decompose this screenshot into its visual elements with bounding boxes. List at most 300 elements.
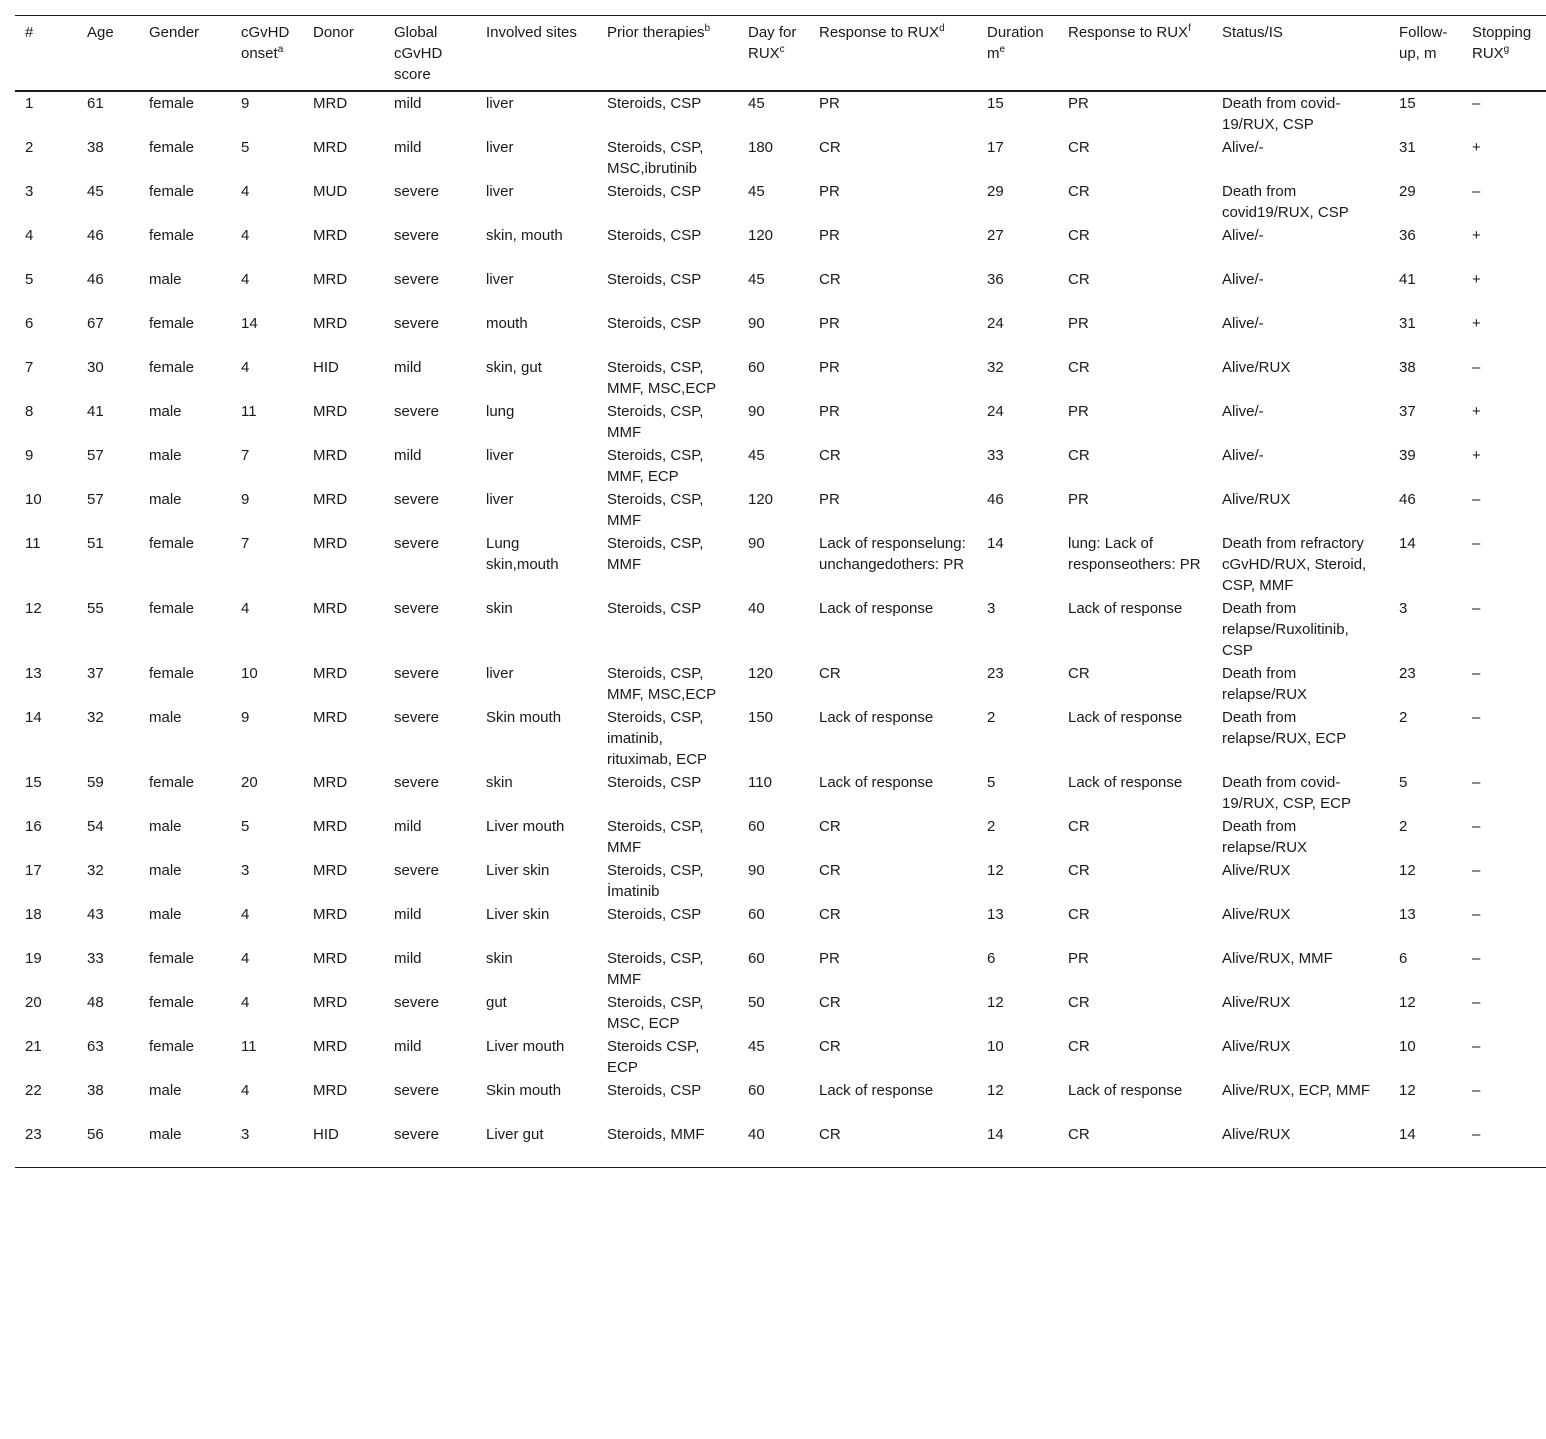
table-cell: 33 <box>87 950 104 967</box>
table-cell: – <box>1472 950 1481 967</box>
table-cell: liver <box>486 271 514 288</box>
table-cell: Alive/- <box>1222 271 1264 288</box>
table-cell: 6 <box>987 950 996 967</box>
table-cell: 46 <box>987 491 1004 508</box>
table-cell: 16 <box>25 818 42 835</box>
table-cell: 37 <box>87 665 104 682</box>
table-cell: male <box>149 271 182 288</box>
table-cell: PR <box>1068 403 1089 420</box>
table-cell: female <box>149 950 195 967</box>
table-cell: MRD <box>313 315 348 332</box>
column-header <box>231 16 303 92</box>
table-row <box>15 180 1546 224</box>
table-cell: 63 <box>87 1038 104 1055</box>
table-cell: PR <box>819 183 840 200</box>
table-cell: HID <box>313 359 339 376</box>
table-cell: 4 <box>25 227 34 244</box>
table-cell: – <box>1472 491 1481 508</box>
table-cell: CR <box>1068 359 1090 376</box>
table-cell: – <box>1472 862 1481 879</box>
table-cell: CR <box>819 862 841 879</box>
table-cell: 37 <box>1399 403 1416 420</box>
table-cell: 5 <box>987 774 996 791</box>
table-cell: Lack of response <box>819 600 934 617</box>
table-cell: 15 <box>1399 95 1416 112</box>
table-cell: female <box>149 359 195 376</box>
table-cell: MRD <box>313 665 348 682</box>
table-cell: 2 <box>987 818 996 835</box>
table-cell: 17 <box>25 862 42 879</box>
table-cell: Death from covid19/RUX, CSP <box>1222 183 1349 221</box>
table-cell: – <box>1472 1038 1481 1055</box>
table-cell: severe <box>394 227 440 244</box>
column-header <box>15 16 77 92</box>
column-header-label: Prior therapies <box>607 24 705 41</box>
table-cell: CR <box>819 447 841 464</box>
table-cell: 7 <box>241 447 250 464</box>
table-cell: mouth <box>486 315 528 332</box>
table-cell: PR <box>1068 95 1089 112</box>
column-header-label: cGvHD onset <box>241 24 290 62</box>
table-cell: CR <box>819 906 841 923</box>
table-cell: Steroids, CSP <box>607 95 702 112</box>
table-cell: female <box>149 535 195 552</box>
table-cell: Liver skin <box>486 862 550 879</box>
table-cell: MRD <box>313 862 348 879</box>
table-cell: 55 <box>87 600 104 617</box>
table-cell: Steroids, CSP, MMF, MSC,ECP <box>607 359 717 397</box>
table-cell: 43 <box>87 906 104 923</box>
table-cell: 23 <box>25 1126 42 1143</box>
table-row <box>15 947 1546 991</box>
table-row <box>15 815 1546 859</box>
column-header-label: Follow-up, m <box>1399 24 1448 62</box>
table-cell: 40 <box>748 1126 765 1143</box>
table-cell: Liver gut <box>486 1126 544 1143</box>
table-cell: PR <box>1068 950 1089 967</box>
table-cell: Alive/- <box>1222 315 1264 332</box>
table-cell: Alive/RUX, MMF <box>1222 950 1333 967</box>
table-cell: – <box>1472 1126 1481 1143</box>
table-cell: lung <box>486 403 515 420</box>
column-header <box>1462 16 1546 92</box>
table-cell: severe <box>394 665 440 682</box>
column-header <box>1212 16 1389 92</box>
table-cell: 1 <box>25 95 34 112</box>
table-cell: female <box>149 665 195 682</box>
table-cell: 48 <box>87 994 104 1011</box>
table-cell: Lack of response <box>819 1082 934 1099</box>
table-cell: Steroids, MMF <box>607 1126 705 1143</box>
footnote-marker: f <box>1188 23 1191 34</box>
table-cell: Steroids, CSP, MMF, ECP <box>607 447 704 485</box>
table-cell: – <box>1472 600 1481 617</box>
table-cell: + <box>1472 227 1481 244</box>
table-cell: female <box>149 1038 195 1055</box>
table-cell: gut <box>486 994 507 1011</box>
table-cell: liver <box>486 665 514 682</box>
table-cell: – <box>1472 818 1481 835</box>
table-cell: severe <box>394 1126 440 1143</box>
table-cell: 120 <box>748 227 774 244</box>
table-cell: skin, gut <box>486 359 542 376</box>
table-cell: 9 <box>241 709 250 726</box>
table-cell: Steroids, CSP <box>607 227 702 244</box>
table-cell: severe <box>394 600 440 617</box>
column-header <box>738 16 809 92</box>
table-cell: female <box>149 315 195 332</box>
table-cell: 60 <box>748 1082 765 1099</box>
table-cell: severe <box>394 535 440 552</box>
table-cell: severe <box>394 271 440 288</box>
table-cell: 40 <box>748 600 765 617</box>
table-cell: Steroids, CSP <box>607 183 702 200</box>
table-cell: female <box>149 183 195 200</box>
table-cell: CR <box>819 1126 841 1143</box>
column-header-label: Age <box>87 24 114 41</box>
table-cell: 12 <box>987 994 1004 1011</box>
table-cell: 59 <box>87 774 104 791</box>
table-cell: male <box>149 1126 182 1143</box>
table-cell: male <box>149 709 182 726</box>
table-cell: 10 <box>1399 1038 1416 1055</box>
table-cell: liver <box>486 491 514 508</box>
table-cell: 17 <box>987 139 1004 156</box>
table-cell: 12 <box>1399 862 1416 879</box>
table-cell: 54 <box>87 818 104 835</box>
table-cell: 9 <box>25 447 34 464</box>
table-cell: + <box>1472 315 1481 332</box>
table-cell: 36 <box>1399 227 1416 244</box>
table-cell: MRD <box>313 994 348 1011</box>
table-cell: female <box>149 139 195 156</box>
table-cell: 10 <box>25 491 42 508</box>
table-cell: Alive/- <box>1222 139 1264 156</box>
table-cell: 13 <box>25 665 42 682</box>
table-cell: 60 <box>748 359 765 376</box>
table-cell: Steroids, CSP, MMF <box>607 491 704 529</box>
column-header <box>384 16 476 92</box>
table-cell: 6 <box>25 315 34 332</box>
table-cell: mild <box>394 950 422 967</box>
table-cell: Death from relapse/RUX <box>1222 818 1308 856</box>
table-cell: male <box>149 862 182 879</box>
table-cell: 9 <box>241 95 250 112</box>
table-cell: mild <box>394 95 422 112</box>
table-cell: female <box>149 774 195 791</box>
column-header <box>1058 16 1212 92</box>
table-cell: 61 <box>87 95 104 112</box>
footnote-marker: e <box>999 44 1006 55</box>
table-cell: liver <box>486 447 514 464</box>
table-cell: severe <box>394 1082 440 1099</box>
table-cell: CR <box>819 818 841 835</box>
table-cell: CR <box>1068 183 1090 200</box>
table-row <box>15 91 1546 136</box>
table-cell: Death from covid-19/RUX, CSP <box>1222 95 1341 133</box>
table-cell: 150 <box>748 709 774 726</box>
table-cell: 3 <box>987 600 996 617</box>
table-row <box>15 356 1546 400</box>
table-cell: 14 <box>987 535 1004 552</box>
table-row <box>15 991 1546 1035</box>
table-cell: severe <box>394 994 440 1011</box>
table-cell: 90 <box>748 535 765 552</box>
table-cell: 45 <box>87 183 104 200</box>
table-cell: + <box>1472 447 1481 464</box>
table-cell: PR <box>819 403 840 420</box>
table-cell: 14 <box>25 709 42 726</box>
table-cell: 51 <box>87 535 104 552</box>
table-cell: female <box>149 227 195 244</box>
table-cell: MRD <box>313 600 348 617</box>
table-cell: 14 <box>987 1126 1004 1143</box>
table-cell: 5 <box>1399 774 1408 791</box>
table-cell: 24 <box>987 403 1004 420</box>
table-cell: 15 <box>25 774 42 791</box>
table-cell: 45 <box>748 95 765 112</box>
table-cell: 5 <box>241 818 250 835</box>
table-cell: 180 <box>748 139 774 156</box>
table-cell: – <box>1472 535 1481 552</box>
table-cell: 24 <box>987 315 1004 332</box>
table-row <box>15 312 1546 356</box>
column-header <box>303 16 384 92</box>
table-cell: 60 <box>748 818 765 835</box>
table-cell: 22 <box>25 1082 42 1099</box>
table-cell: – <box>1472 1082 1481 1099</box>
table-cell: CR <box>1068 665 1090 682</box>
table-cell: 38 <box>1399 359 1416 376</box>
table-cell: – <box>1472 774 1481 791</box>
table-cell: Lack of response <box>1068 600 1183 617</box>
table-row <box>15 224 1546 268</box>
table-cell: Alive/RUX <box>1222 994 1291 1011</box>
table-cell: Steroids, CSP, MMF, MSC,ECP <box>607 665 717 703</box>
table-cell: mild <box>394 1038 422 1055</box>
table-cell: CR <box>1068 227 1090 244</box>
table-cell: 4 <box>241 271 250 288</box>
table-cell: 12 <box>987 1082 1004 1099</box>
table-cell: 36 <box>987 271 1004 288</box>
table-cell: Death from covid-19/RUX, CSP, ECP <box>1222 774 1351 812</box>
table-cell: Death from relapse/RUX <box>1222 665 1308 703</box>
column-header-label: Donor <box>313 24 354 41</box>
table-cell: CR <box>1068 862 1090 879</box>
table-cell: skin <box>486 950 513 967</box>
table-row <box>15 136 1546 180</box>
table-cell: 14 <box>1399 535 1416 552</box>
table-cell: Alive/- <box>1222 227 1264 244</box>
table-cell: lung: Lack of responseothers: PR <box>1068 535 1201 573</box>
table-cell: 38 <box>87 1082 104 1099</box>
table-cell: 90 <box>748 862 765 879</box>
table-cell: 41 <box>87 403 104 420</box>
table-cell: HID <box>313 1126 339 1143</box>
table-cell: female <box>149 95 195 112</box>
table-cell: 6 <box>1399 950 1408 967</box>
table-cell: 29 <box>1399 183 1416 200</box>
table-cell: severe <box>394 774 440 791</box>
table-cell: 7 <box>25 359 34 376</box>
table-cell: MRD <box>313 139 348 156</box>
table-cell: mild <box>394 447 422 464</box>
table-cell: 33 <box>987 447 1004 464</box>
table-cell: 90 <box>748 403 765 420</box>
table-cell: 45 <box>748 447 765 464</box>
table-cell: severe <box>394 403 440 420</box>
table-cell: Death from relapse/RUX, ECP <box>1222 709 1347 747</box>
table-cell: 67 <box>87 315 104 332</box>
table-cell: 56 <box>87 1126 104 1143</box>
column-header-label: Status/IS <box>1222 24 1283 41</box>
table-cell: skin <box>486 774 513 791</box>
table-cell: – <box>1472 359 1481 376</box>
table-cell: 5 <box>241 139 250 156</box>
column-header <box>977 16 1058 92</box>
table-cell: 60 <box>748 950 765 967</box>
table-cell: 50 <box>748 994 765 1011</box>
table-cell: Steroids, CSP <box>607 315 702 332</box>
table-cell: 60 <box>748 906 765 923</box>
table-row <box>15 771 1546 815</box>
table-row <box>15 706 1546 771</box>
table-cell: Steroids, CSP, MMF <box>607 950 704 988</box>
table-cell: MRD <box>313 95 348 112</box>
table-cell: PR <box>819 491 840 508</box>
table-cell: CR <box>1068 271 1090 288</box>
table-cell: – <box>1472 709 1481 726</box>
table-cell: Alive/- <box>1222 403 1264 420</box>
table-cell: – <box>1472 906 1481 923</box>
table-cell: 12 <box>1399 1082 1416 1099</box>
table-cell: Liver mouth <box>486 818 565 835</box>
table-cell: 4 <box>241 227 250 244</box>
table-cell: 31 <box>1399 139 1416 156</box>
table-cell: 90 <box>748 315 765 332</box>
table-cell: Lack of response <box>1068 774 1183 791</box>
table-cell: 3 <box>241 1126 250 1143</box>
table-cell: MRD <box>313 1082 348 1099</box>
table-cell: CR <box>1068 447 1090 464</box>
table-cell: CR <box>1068 818 1090 835</box>
table-cell: 45 <box>748 271 765 288</box>
table-cell: Steroids, CSP <box>607 1082 702 1099</box>
table-cell: male <box>149 906 182 923</box>
table-cell: mild <box>394 906 422 923</box>
table-cell: 45 <box>748 183 765 200</box>
table-cell: MRD <box>313 906 348 923</box>
footnote-marker: b <box>704 23 711 34</box>
table-cell: Lung skin,mouth <box>486 535 559 573</box>
table-cell: PR <box>1068 315 1089 332</box>
table-cell: 32 <box>87 862 104 879</box>
table-cell: Liver skin <box>486 906 550 923</box>
table-cell: + <box>1472 403 1481 420</box>
column-header-label: Response to RUX <box>1068 24 1189 41</box>
table-cell: CR <box>1068 1038 1090 1055</box>
table-cell: CR <box>819 994 841 1011</box>
table-cell: 41 <box>1399 271 1416 288</box>
table-cell: Lack of response <box>1068 709 1183 726</box>
table-cell: 23 <box>987 665 1004 682</box>
table-header <box>15 16 1546 92</box>
table-cell: Alive/RUX <box>1222 1038 1291 1055</box>
table-cell: Steroids, CSP, imatinib, rituximab, ECP <box>607 709 708 768</box>
table-cell: Steroids, CSP, İmatinib <box>607 862 704 900</box>
table-cell: MRD <box>313 403 348 420</box>
table-cell: Steroids, CSP, MSC, ECP <box>607 994 704 1032</box>
table-row <box>15 400 1546 444</box>
table-cell: CR <box>1068 994 1090 1011</box>
column-header-label: Gender <box>149 24 200 41</box>
table-cell: 10 <box>987 1038 1004 1055</box>
table-cell: 13 <box>1399 906 1416 923</box>
table-cell: MRD <box>313 950 348 967</box>
column-header-label: Day for RUX <box>748 24 797 62</box>
table-cell: 20 <box>25 994 42 1011</box>
table-cell: 12 <box>1399 994 1416 1011</box>
table-row <box>15 597 1546 662</box>
table-cell: Alive/RUX <box>1222 491 1291 508</box>
table-cell: 46 <box>87 227 104 244</box>
table-cell: 9 <box>241 491 250 508</box>
patient-table <box>15 15 1546 1168</box>
table-cell: CR <box>819 1038 841 1055</box>
table-cell: 5 <box>25 271 34 288</box>
column-header <box>1389 16 1462 92</box>
table-cell: CR <box>1068 906 1090 923</box>
table-cell: 18 <box>25 906 42 923</box>
table-cell: 4 <box>241 906 250 923</box>
table-cell: 14 <box>241 315 258 332</box>
table-cell: 13 <box>987 906 1004 923</box>
table-cell: mild <box>394 359 422 376</box>
table-cell: liver <box>486 183 514 200</box>
table-cell: MRD <box>313 774 348 791</box>
table-cell: PR <box>819 359 840 376</box>
patient-table-container <box>15 15 1546 1168</box>
table-cell: MRD <box>313 535 348 552</box>
table-cell: Death from refractory cGvHD/RUX, Steroid, CSP, MMF <box>1222 535 1367 594</box>
table-cell: Skin mouth <box>486 709 562 726</box>
table-cell: 2 <box>1399 818 1408 835</box>
table-cell: 2 <box>1399 709 1408 726</box>
table-row <box>15 1123 1546 1167</box>
table-cell: 2 <box>987 709 996 726</box>
table-cell: PR <box>819 227 840 244</box>
table-cell: Steroids, CSP, MSC,ibrutinib <box>607 139 704 177</box>
table-row <box>15 662 1546 706</box>
table-cell: 12 <box>25 600 42 617</box>
table-cell: 4 <box>241 359 250 376</box>
table-cell: female <box>149 994 195 1011</box>
table-cell: 20 <box>241 774 258 791</box>
table-cell: severe <box>394 862 440 879</box>
column-header <box>77 16 139 92</box>
table-cell: 10 <box>241 665 258 682</box>
table-row <box>15 1079 1546 1123</box>
table-row <box>15 903 1546 947</box>
table-cell: Lack of response <box>819 774 934 791</box>
footnote-marker: g <box>1503 44 1510 55</box>
table-cell: mild <box>394 818 422 835</box>
table-cell: 11 <box>25 535 41 552</box>
column-header-label: Response to RUX <box>819 24 940 41</box>
table-cell: severe <box>394 183 440 200</box>
table-cell: 29 <box>987 183 1004 200</box>
table-cell: 4 <box>241 1082 250 1099</box>
